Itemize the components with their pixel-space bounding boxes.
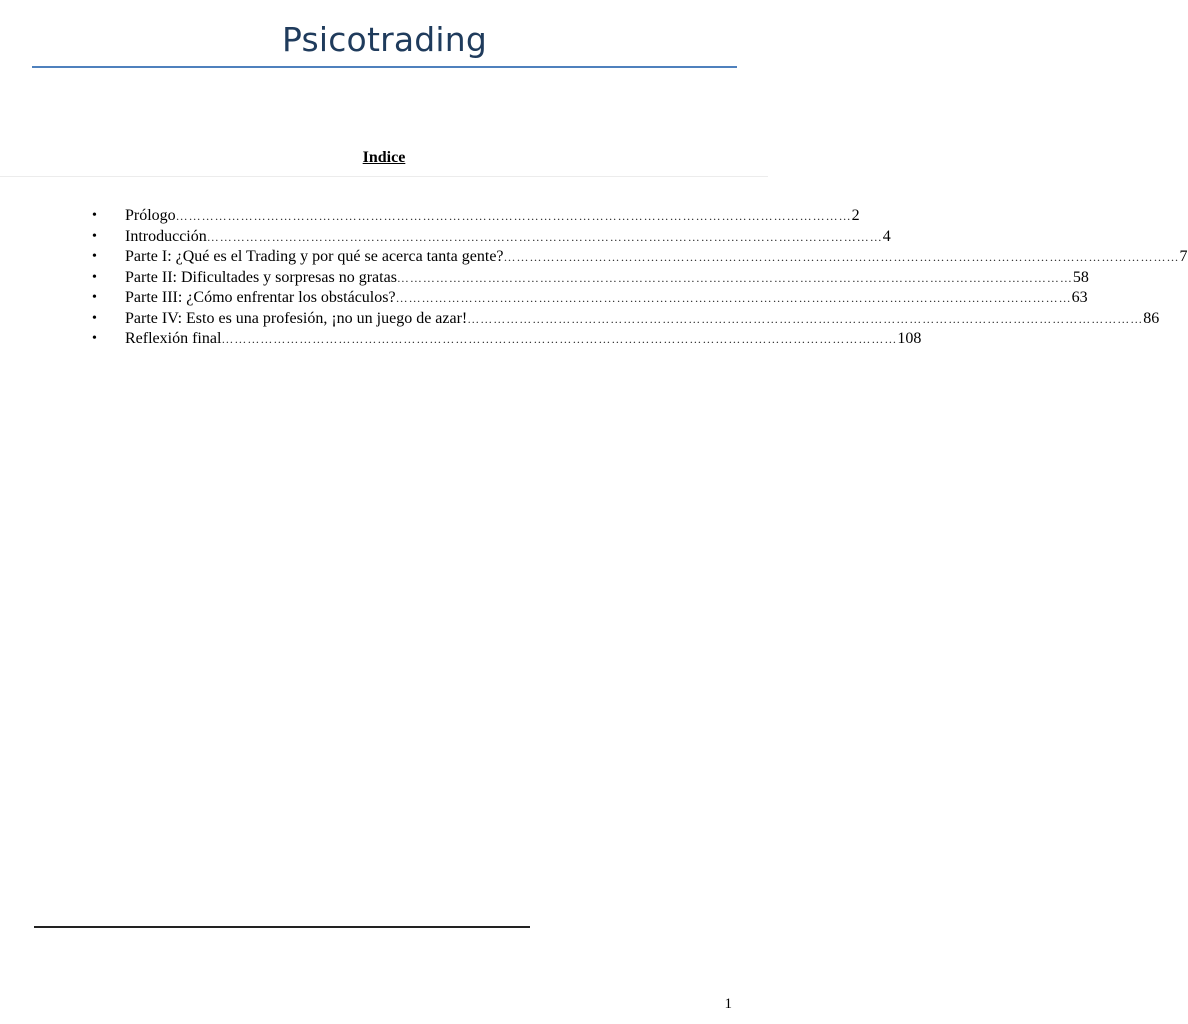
document-header [32, 18, 737, 68]
toc-page-number: 108 [897, 330, 922, 347]
page-number: 1 [724, 996, 732, 1012]
toc-leader-dots: ………………………………………………………………………………………………………………………………………… [396, 270, 1073, 285]
toc-item-parte-3 [92, 288, 1088, 309]
toc-entry [125, 247, 1188, 268]
bullet-icon: • [92, 208, 97, 223]
bullet-icon: • [92, 249, 97, 264]
toc-label: Parte III: ¿Cómo enfrentar los obstáculos? [125, 289, 396, 306]
toc-label: Parte II: Dificultades y sorpresas no gratas [125, 268, 397, 286]
toc-page-number: 4 [882, 227, 891, 245]
table-of-contents [92, 206, 1188, 350]
toc-label: Parte I: ¿Qué es el Trading y por qué se acerca tanta gente? [125, 248, 504, 265]
toc-page-number: 58 [1072, 268, 1089, 286]
toc-label: Prólogo [125, 207, 176, 224]
toc-entry [125, 288, 1088, 309]
toc-page-number: 63 [1071, 289, 1088, 306]
bullet-icon: • [92, 310, 97, 326]
toc-page-number: 2 [851, 207, 860, 224]
bullet-icon: • [92, 269, 97, 285]
toc-item-prologo [92, 206, 860, 227]
index-divider [0, 176, 768, 177]
toc-item-parte-2 [92, 268, 1089, 289]
toc-leader-dots: ………………………………………………………………………………………………………………………………………… [175, 209, 852, 223]
toc-item-introduccion [92, 227, 891, 248]
toc-item-parte-1 [92, 247, 1188, 268]
toc-page-number: 86 [1143, 309, 1160, 327]
bullet-icon: • [92, 290, 97, 305]
toc-entry [125, 329, 922, 350]
footnote-separator [34, 926, 530, 928]
toc-page-number: 7 [1179, 248, 1188, 265]
header-divider [32, 66, 737, 68]
bullet-icon: • [92, 331, 97, 346]
toc-entry [125, 206, 860, 227]
toc-leader-dots: ………………………………………………………………………………………………………………………………………… [221, 332, 898, 346]
toc-label: Introducción [125, 227, 207, 245]
toc-leader-dots: ………………………………………………………………………………………………………………………………………… [395, 291, 1072, 305]
toc-entry [125, 268, 1089, 289]
toc-entry [125, 227, 891, 248]
toc-leader-dots: ………………………………………………………………………………………………………………………………………… [206, 229, 883, 244]
toc-item-parte-4 [92, 309, 1160, 330]
toc-leader-dots: ………………………………………………………………………………………………………………………………………… [503, 250, 1180, 264]
toc-label: Reflexión final [125, 330, 222, 347]
toc-item-reflexion-final [92, 329, 922, 350]
index-heading: Indice [362, 149, 406, 166]
toc-label: Parte IV: Esto es una profesión, ¡no un juego de azar! [125, 309, 468, 327]
toc-leader-dots: ………………………………………………………………………………………………………………………………………… [467, 311, 1144, 326]
bullet-icon: • [92, 228, 97, 244]
document-title: Psicotrading [281, 20, 488, 59]
toc-entry [125, 309, 1160, 330]
